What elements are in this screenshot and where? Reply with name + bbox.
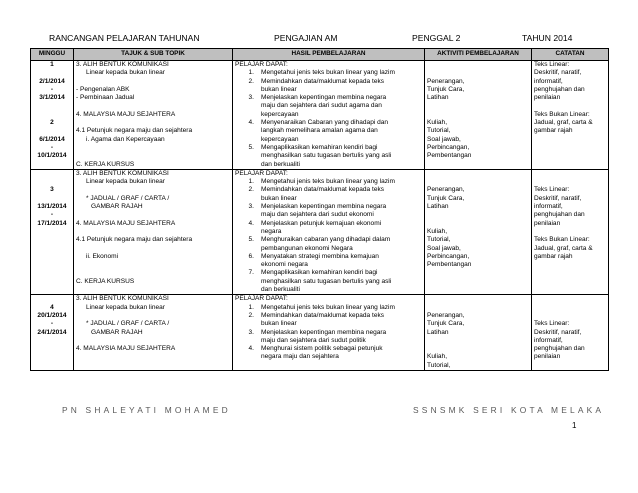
note-line: Teks Linear: — [534, 61, 570, 68]
week-line: 13/1/2014 — [37, 203, 67, 211]
topic-line: Linear kepada bukan linear — [86, 178, 165, 186]
note-line — [534, 170, 606, 178]
outcome-line: Menghurai sistem politik sebagai petunjuk — [261, 345, 383, 353]
topic-line — [76, 152, 230, 160]
table-row — [31, 295, 609, 371]
outcome-text — [261, 269, 422, 294]
activity-line: Penerangan, — [427, 311, 465, 319]
note-line: Teks Linear: — [534, 320, 570, 328]
topic-line: 3. ALIH BENTUK KOMUNIKASI — [76, 295, 169, 303]
outcome-text — [261, 186, 422, 203]
activity-line: Tutorial, — [427, 127, 451, 135]
header-term: PENGGAL 2 — [412, 33, 461, 43]
outcome-line: kepercayaan — [261, 110, 299, 118]
outcome-text — [261, 253, 422, 270]
activity-line: Perbincangan, — [427, 143, 470, 151]
note-line: penilaian — [534, 94, 561, 102]
week-line — [33, 170, 71, 178]
note-line: Deskritif, naratif, — [534, 194, 582, 202]
outcome-number: 5. — [248, 236, 254, 244]
note-line: Deskritif, naratif, — [534, 69, 582, 77]
week-cell — [31, 61, 74, 170]
outcome-item — [235, 69, 422, 77]
outcome-number: 3. — [248, 328, 254, 336]
header-title: RANCANGAN PELAJARAN TAHUNAN — [49, 33, 200, 43]
outcome-item — [235, 220, 422, 237]
topic-line: GAMBAR RAJAH — [91, 328, 143, 336]
topic-line — [76, 312, 230, 320]
topic-line: * JADUAL / GRAF / CARTA / — [86, 320, 170, 328]
outcome-number: 2. — [248, 311, 254, 319]
activity-line: Tunjuk Cara, — [427, 194, 465, 202]
week-cell — [31, 169, 74, 294]
outcome-number: 4. — [248, 119, 254, 127]
activity-line — [427, 170, 529, 178]
outcome-line: Memindahkan data/maklumat kepada teks — [261, 311, 385, 319]
table-row — [31, 61, 609, 170]
note-line: penghujahan dan — [534, 211, 585, 219]
outcome-item — [235, 144, 422, 169]
outcome-line: maju dan sejahtera dari sudut agama dan — [261, 102, 382, 110]
outcome-text — [261, 220, 422, 237]
week-cell — [31, 295, 74, 371]
outcome-line: maju dan sejahtera dari sudut politik — [261, 336, 366, 344]
note-line — [534, 312, 606, 320]
activity-line — [427, 211, 529, 219]
notes-cell — [532, 295, 609, 371]
outcome-line: Menghuraikan cabaran yang dihadapi dalam — [261, 236, 391, 244]
topic-cell — [74, 295, 233, 371]
activity-line: Soal jawab, — [427, 244, 461, 252]
outcome-line: Mengaplikasikan kemahiran kendiri bagi — [261, 269, 378, 277]
topic-line — [76, 144, 230, 152]
outcome-number: 1. — [248, 69, 254, 77]
outcome-line: maju dan sejahtera dari sudut ekonomi — [261, 211, 374, 219]
week-line: 17/1/2014 — [37, 219, 67, 227]
outcome-line: Menjelaskan kepentingan membina negara — [261, 94, 387, 102]
outcome-item — [235, 119, 422, 144]
topic-line: - Pengenalan ABK — [76, 85, 130, 93]
outcome-line: Menyenaraikan Cabaran yang dihadapi dan — [261, 119, 389, 127]
activity-line: Tutorial, — [427, 236, 451, 244]
activity-line — [427, 102, 529, 110]
activity-line — [427, 61, 529, 69]
topic-line: C. KERJA KURSUS — [76, 277, 135, 285]
activities-cell — [425, 169, 532, 294]
outcome-text — [261, 94, 422, 119]
outcome-line: dan berkualiti — [261, 286, 300, 294]
table-header-row — [31, 49, 609, 61]
week-line — [33, 69, 71, 77]
note-line: informatif, — [534, 336, 563, 344]
outcomes-title: PELAJAR DAPAT: — [235, 169, 288, 177]
outcome-line: Menjelaskan petunjuk kemajuan ekonomi — [261, 219, 382, 227]
note-line: penghujahan dan — [534, 345, 585, 353]
week-line — [33, 127, 71, 135]
topic-line: 4. MALAYSIA MAJU SEJAHTERA — [76, 110, 176, 118]
activity-line: Tunjuk Cara, — [427, 85, 465, 93]
activity-line: Kuliah, — [427, 353, 448, 361]
note-line — [534, 304, 606, 312]
page-number: 1 — [572, 421, 577, 430]
topic-line: 4. MALAYSIA MAJU SEJAHTERA — [76, 219, 176, 227]
note-line: informatif, — [534, 77, 563, 85]
topic-line — [76, 102, 230, 110]
outcome-line: langkah memelihara amalan agama dan — [261, 127, 378, 135]
outcomes-title: PELAJAR DAPAT: — [235, 61, 288, 68]
activity-line: Kuliah, — [427, 119, 448, 127]
topic-line: Linear kepada bukan linear — [86, 69, 165, 77]
column-header-activities: AKTIVITI PEMBELAJARAN — [425, 49, 532, 61]
column-header-topic: TAJUK & SUB TOPIK — [74, 49, 233, 61]
outcomes-cell — [233, 61, 425, 170]
activity-line: Soal jawab, — [427, 135, 461, 143]
outcome-line: negara — [261, 227, 282, 235]
page-header — [0, 33, 638, 45]
activity-line: Latihan — [427, 203, 449, 211]
note-line: Teks Bukan Linear: — [534, 236, 590, 244]
outcome-number: 7. — [248, 269, 254, 277]
outcome-line: Mengetahui jenis teks bukan linear yang lazim — [261, 178, 395, 186]
outcome-item — [235, 178, 422, 186]
notes-cell — [532, 61, 609, 170]
outcome-item — [235, 186, 422, 203]
topic-line: 4.1 Petunjuk negara maju dan sejahtera — [76, 127, 193, 135]
note-line — [534, 102, 606, 110]
week-line: 4 — [50, 303, 54, 311]
topic-line: Linear kepada bukan linear — [86, 303, 165, 311]
outcome-line: negara maju dan sejahtera — [261, 353, 339, 361]
outcome-text — [261, 236, 422, 253]
outcome-text — [261, 144, 422, 169]
note-line: penilaian — [534, 219, 561, 227]
note-line — [534, 228, 606, 236]
outcome-item — [235, 304, 422, 312]
outcome-item — [235, 269, 422, 294]
activity-line — [427, 304, 529, 312]
outcome-line: bukan linear — [261, 320, 297, 328]
outcome-line: Memindahkan data/maklumat kepada teks — [261, 77, 385, 85]
activity-line: Latihan — [427, 94, 449, 102]
outcome-text — [261, 78, 422, 95]
activity-line: Tutorial, — [427, 361, 451, 369]
topic-cell — [74, 169, 233, 294]
week-line: 2/1/2014 — [39, 77, 65, 85]
page-footer — [0, 405, 638, 417]
outcome-number: 1. — [248, 178, 254, 186]
activity-line — [427, 345, 529, 353]
outcome-line: ekonomi negara — [261, 261, 308, 269]
outcome-line: Menjelaskan kepentingan membina negara — [261, 203, 387, 211]
activity-line — [427, 220, 529, 228]
topic-line — [76, 186, 230, 194]
outcome-number: 1. — [248, 303, 254, 311]
note-line — [534, 178, 606, 186]
column-header-outcomes: HASIL PEMBELAJARAN — [233, 49, 425, 61]
outcome-item — [235, 78, 422, 95]
note-line: Jadual, graf, carta & — [534, 119, 593, 127]
outcome-line: Memindahkan data/maklumat kepada teks — [261, 186, 385, 194]
outcome-number: 2. — [248, 77, 254, 85]
outcome-line: Menyatakan strategi membina kemajuan — [261, 252, 379, 260]
outcome-number: 4. — [248, 219, 254, 227]
outcome-line: bukan linear — [261, 194, 297, 202]
topic-line — [76, 337, 230, 345]
activity-line: Pembentangan — [427, 152, 472, 160]
outcome-number: 5. — [248, 143, 254, 151]
topic-line — [76, 245, 230, 253]
outcome-text — [261, 119, 422, 144]
footer-author: PN SHALEYATI MOHAMED — [62, 405, 231, 415]
topic-line: * JADUAL / GRAF / CARTA / — [86, 194, 170, 202]
footer-school: SSNSMK SERI KOTA MELAKA — [413, 405, 605, 415]
week-line — [33, 295, 71, 303]
note-line: gambar rajah — [534, 252, 573, 260]
note-line: Teks Linear: — [534, 186, 570, 194]
outcome-item — [235, 345, 422, 362]
week-line: 3 — [50, 186, 54, 194]
activity-line: Penerangan, — [427, 77, 465, 85]
note-line: Teks Bukan Linear: — [534, 110, 590, 118]
topic-line — [76, 228, 230, 236]
topic-line: i. Agama dan Kepercayaan — [86, 135, 165, 143]
outcome-line: pembangunan ekonomi Negara — [261, 244, 353, 252]
week-line: - — [50, 143, 54, 151]
week-line: - — [50, 320, 54, 328]
note-line: gambar rajah — [534, 127, 573, 135]
week-line — [33, 111, 71, 119]
outcomes-title: PELAJAR DAPAT: — [235, 295, 288, 303]
topic-line: - Pembinaan Jadual — [76, 94, 135, 102]
topic-line — [76, 211, 230, 219]
activity-line — [427, 69, 529, 77]
outcome-item — [235, 94, 422, 119]
week-line: 2 — [50, 119, 54, 127]
week-line — [33, 102, 71, 110]
topic-line: 4.1 Petunjuk negara maju dan sejahtera — [76, 236, 193, 244]
activities-cell — [425, 295, 532, 371]
outcome-item — [235, 329, 422, 346]
topic-cell — [74, 61, 233, 170]
activity-line — [427, 295, 529, 303]
outcome-line: dan berkualiti — [261, 160, 300, 168]
topic-line — [76, 261, 230, 269]
outcome-number: 2. — [248, 186, 254, 194]
note-line: informatif, — [534, 203, 563, 211]
activity-line — [427, 111, 529, 119]
outcome-item — [235, 236, 422, 253]
week-line — [33, 178, 71, 186]
note-line: Jadual, graf, carta & — [534, 244, 593, 252]
week-line: 10/1/2014 — [37, 152, 67, 160]
note-line: penghujahan dan — [534, 85, 585, 93]
note-line — [534, 295, 606, 303]
column-header-week: MINGGU — [31, 49, 74, 61]
week-line: 6/1/2014 — [39, 135, 65, 143]
outcome-number: 4. — [248, 345, 254, 353]
outcome-line: bukan linear — [261, 85, 297, 93]
topic-line: GAMBAR RAJAH — [91, 203, 143, 211]
week-line: 20/1/2014 — [37, 311, 67, 319]
lesson-plan-table — [30, 48, 609, 371]
outcome-line: kepercayaan — [261, 135, 299, 143]
outcome-item — [235, 203, 422, 220]
outcome-line: Menjelaskan kepentingan membina negara — [261, 328, 387, 336]
outcome-text — [261, 178, 422, 186]
outcome-text — [261, 304, 422, 312]
activity-line — [427, 337, 529, 345]
table-row — [31, 169, 609, 294]
activity-line: Tunjuk Cara, — [427, 320, 465, 328]
outcome-line: menghasilkan satu tugasan bertulis yang asli — [261, 152, 392, 160]
header-subject: PENGAJIAN AM — [274, 33, 338, 43]
outcome-line: menghasilkan satu tugasan bertulis yang asli — [261, 277, 392, 285]
topic-line — [76, 78, 230, 86]
activities-cell — [425, 61, 532, 170]
outcomes-cell — [233, 169, 425, 294]
topic-line: 4. MALAYSIA MAJU SEJAHTERA — [76, 345, 176, 353]
topic-line: 3. ALIH BENTUK KOMUNIKASI — [76, 61, 169, 68]
week-line: - — [50, 85, 54, 93]
topic-line: C. KERJA KURSUS — [76, 160, 135, 168]
outcome-item — [235, 312, 422, 329]
outcome-number: 6. — [248, 252, 254, 260]
topic-line: ii. Ekonomi — [86, 252, 119, 260]
outcome-number: 3. — [248, 94, 254, 102]
week-line — [33, 195, 71, 203]
header-year: TAHUN 2014 — [522, 33, 573, 43]
activity-line: Latihan — [427, 328, 449, 336]
outcome-text — [261, 345, 422, 362]
topic-line — [76, 119, 230, 127]
week-line: 1 — [50, 61, 54, 68]
outcome-line: Mengaplikasikan kemahiran kendiri bagi — [261, 143, 378, 151]
outcome-item — [235, 253, 422, 270]
topic-line — [76, 269, 230, 277]
column-header-notes: CATATAN — [532, 49, 609, 61]
activity-line: Perbincangan, — [427, 252, 470, 260]
week-line: - — [50, 211, 54, 219]
outcome-line: Mengetahui jenis teks bukan linear yang lazim — [261, 69, 395, 77]
topic-line: 3. ALIH BENTUK KOMUNIKASI — [76, 169, 169, 177]
outcome-line: Mengetahui jenis teks bukan linear yang lazim — [261, 303, 395, 311]
outcome-text — [261, 203, 422, 220]
notes-cell — [532, 169, 609, 294]
note-line: Deskritif, naratif, — [534, 328, 582, 336]
outcome-number: 3. — [248, 203, 254, 211]
week-line: 3/1/2014 — [39, 94, 65, 102]
outcome-text — [261, 312, 422, 329]
activity-line: Penerangan, — [427, 186, 465, 194]
activity-line: Kuliah, — [427, 227, 448, 235]
week-line: 24/1/2014 — [37, 328, 67, 336]
activity-line: Pembentangan — [427, 261, 472, 269]
activity-line — [427, 178, 529, 186]
outcomes-cell — [233, 295, 425, 371]
outcome-text — [261, 69, 422, 77]
note-line: penilaian — [534, 353, 561, 361]
outcome-text — [261, 329, 422, 346]
